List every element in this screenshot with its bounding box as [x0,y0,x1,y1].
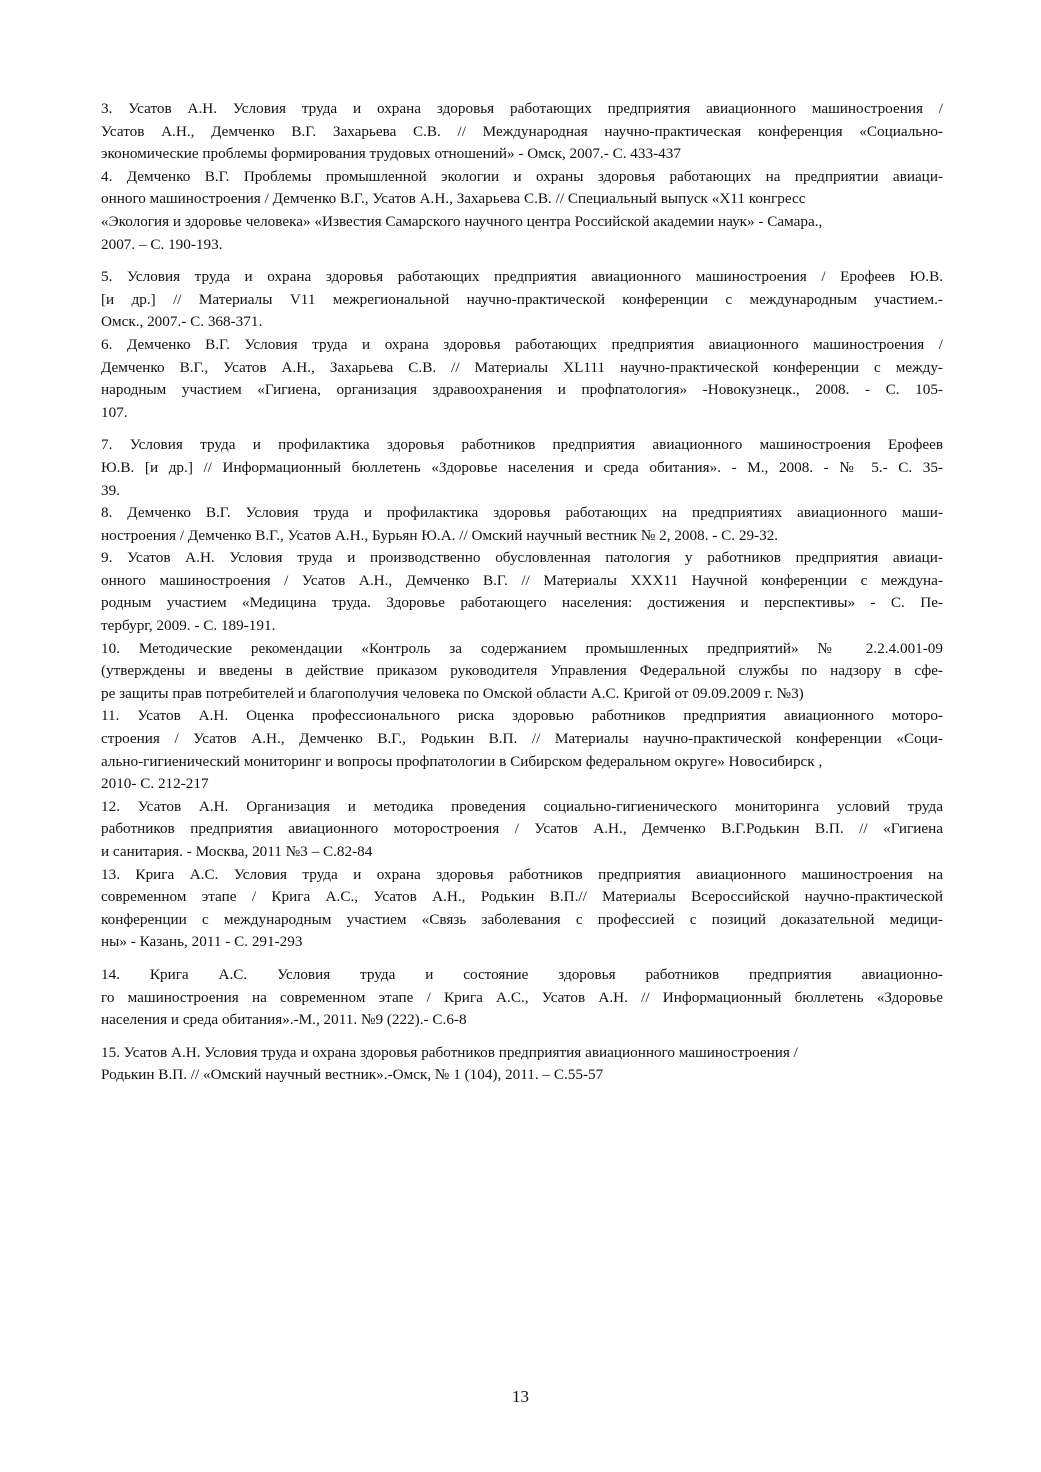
reference-line: работников предприятия авиационного моторостроения / Усатов А.Н., Демченко В.Г.Родькин В.П. // «Гигиена [101,820,943,838]
reference-item [101,964,943,1032]
reference-item [101,796,943,864]
reference-line: 10. Методические рекомендации «Контроль за содержанием промышленных предприятий» № 2.2.4.001-09 [101,639,943,657]
reference-item [101,502,943,547]
reference-line: населения и среда обитания».-М., 2011. №9 (222).- С.6-8 [101,1011,467,1029]
reference-line: 107. [101,403,128,421]
reference-line: [и др.] // Материалы V11 межрегиональной научно-практической конференции с международным участием.- [101,290,943,308]
reference-line: 13. Крига А.С. Условия труда и охрана здоровья работников предприятия авиационного машиностроения на [101,865,943,883]
reference-line: народным участием «Гигиена, организация здравоохранения и профпатология» -Новокузнецк., 2008. - С. 105- [101,381,943,399]
reference-line: строения / Усатов А.Н., Демченко В.Г., Родькин В.П. // Материалы научно-практической конференции «Соци- [101,730,943,748]
reference-line: «Экология и здоровье человека» «Известия Самарского научного центра Российской академии наук» - Самара., [101,212,823,230]
reference-line: и санитария. - Москва, 2011 №3 – С.82-84 [101,843,373,860]
reference-line: ностроения / Демченко В.Г., Усатов А.Н., Бурьян Ю.А. // Омский научный вестник № 2, 2008. - С. 29-32. [101,526,779,544]
reference-line: экономические проблемы формирования трудовых отношений» - Омск, 2007.- С. 433-437 [101,145,681,163]
reference-item [101,98,943,166]
reference-line: 6. Демченко В.Г. Условия труда и охрана здоровья работающих предприятия авиационного машиностроения / [101,335,943,353]
reference-line: (утверждены и введены в действие приказом руководителя Управления Федеральной службы по надзору в сфе- [101,662,943,680]
reference-line: 39. [101,481,120,499]
reference-line: Омск., 2007.- С. 368-371. [101,313,263,331]
reference-line: ально-гигиенический мониторинг и вопросы профпатологии в Сибирском федеральном округе» Новосибирск , [101,752,823,770]
reference-line: 15. Усатов А.Н. Условия труда и охрана здоровья работников предприятия авиационного машиностроения / [101,1043,798,1061]
reference-line: 11. Усатов А.Н. Оценка профессионального риска здоровью работников предприятия авиационного моторо- [101,707,943,725]
reference-line: го машиностроения на современном этапе / Крига А.С., Усатов А.Н. // Информационный бюллетень «Здоровье [101,988,943,1006]
reference-item [101,434,943,502]
reference-line: современном этапе / Крига А.С., Усатов А.Н., Родькин В.П.// Материалы Всероссийской научно-практической [101,888,943,906]
reference-line: 3. Усатов А.Н. Условия труда и охрана здоровья работающих предприятия авиационного машиностроения / [101,100,943,117]
reference-line: Демченко В.Г., Усатов А.Н., Захарьева С.В. // Материалы XL111 научно-практической конференции с между- [101,358,943,376]
reference-item [101,547,943,637]
reference-line: 8. Демченко В.Г. Условия труда и профилактика здоровья работающих на предприятиях авиационного маши- [101,504,943,522]
reference-line: 2007. – С. 190-193. [101,235,223,253]
reference-item [101,864,943,954]
reference-line: онного машиностроения / Усатов А.Н., Демченко В.Г. // Материалы ХХХ11 Научной конференции с междуна- [101,571,943,589]
reference-line: ре защиты прав потребителей и благополучия человека по Омской области А.С. Кригой от 09.09.2009 г. №3) [101,684,804,702]
reference-line: 4. Демченко В.Г. Проблемы промышленной экологии и охраны здоровья работающих на предприятии авиаци- [101,167,943,185]
page-number: 13 [512,1387,529,1406]
reference-item [101,705,943,795]
reference-item [101,166,943,256]
reference-line: онного машиностроения / Демченко В.Г., Усатов А.Н., Захарьева С.В. // Специальный выпуск «Х11 конгресс [101,190,806,208]
reference-item [101,266,943,334]
reference-line: родным участием «Медицина труда. Здоровье работающего населения: достижения и перспективы» - С. Пе- [101,594,943,612]
reference-line: 14. Крига А.С. Условия труда и состояние здоровья работников предприятия авиационно- [101,965,943,983]
reference-line: Родькин В.П. // «Омский научный вестник».-Омск, № 1 (104), 2011. – С.55-57 [101,1066,604,1084]
reference-line: 5. Условия труда и охрана здоровья работающих предприятия авиационного машиностроения / Ерофеев Ю.В. [101,268,943,286]
reference-item [101,1042,943,1087]
reference-line: Ю.В. [и др.] // Информационный бюллетень «Здоровье населения и среда обитания». - М., 2008. - № 5.- С. 35- [101,458,943,476]
reference-line: 2010- С. 212-217 [101,775,209,793]
reference-line: 9. Усатов А.Н. Условия труда и производственно обусловленная патология у работников предприятия авиаци- [101,549,943,567]
reference-item [101,638,943,706]
reference-line: 7. Условия труда и профилактика здоровья работников предприятия авиационного машиностроения Ерофеев [101,436,943,454]
reference-item [101,334,943,424]
reference-line: конференции с международным участием «Связь заболевания с профессией с позиций доказательной медици- [101,910,943,928]
reference-line: тербург, 2009. - С. 189-191. [101,617,276,635]
reference-line: ны» - Казань, 2011 - С. 291-293 [101,933,303,951]
reference-list [101,98,943,1087]
reference-line: Усатов А.Н., Демченко В.Г. Захарьева С.В. // Международная научно-практическая конференция «Социально- [101,122,943,140]
reference-line: 12. Усатов А.Н. Организация и методика проведения социально-гигиенического мониторинга условий труда [101,797,943,815]
